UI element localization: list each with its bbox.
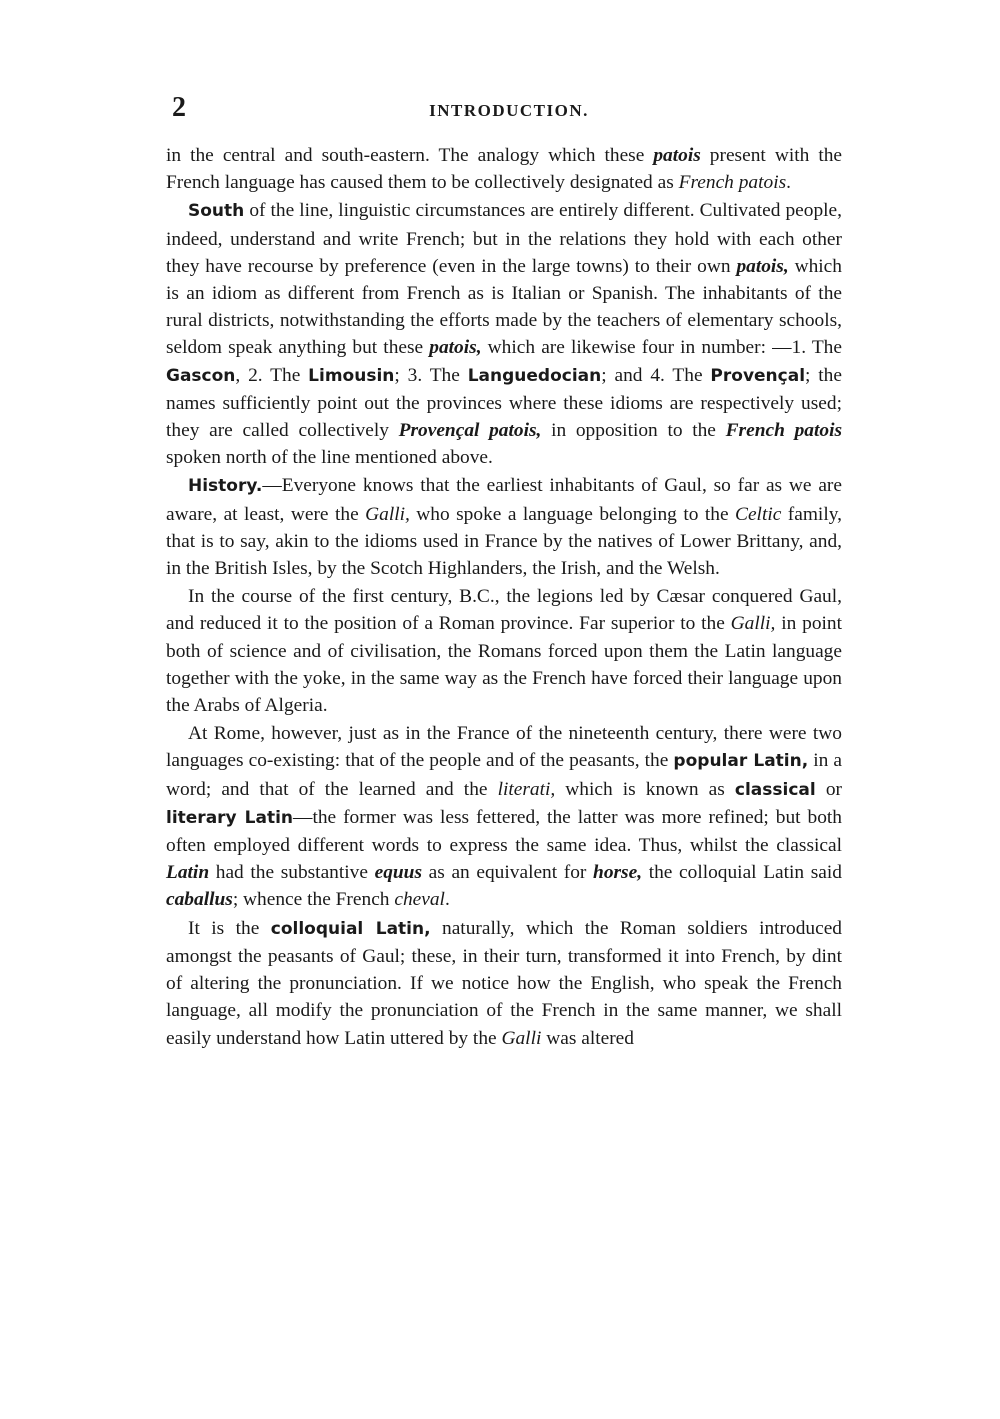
text-run: , the legions led by Cæsar conquered Gaul, and reduced it to the position of a Roman province. Far superior to the — [166, 586, 842, 635]
abbr-bc: B.C. — [459, 586, 495, 608]
text-run: present with the French language has caused them to be collectively designated as — [166, 145, 843, 194]
term-cheval: cheval — [394, 889, 445, 911]
text-run: —Everyone knows that the earliest inhabitants of Gaul, so far as we are aware, at least, were the — [166, 475, 842, 525]
term-provencal-patois: Provençal patois, — [398, 420, 542, 442]
term-galli: Galli, — [365, 503, 410, 525]
text-run: —the former was less fettered, the latter was more refined; but both often employed different words to express the same idea. Thus, whilst the classical — [166, 806, 842, 857]
text-run: of the line, linguistic circumstances are entirely different. Cultivated people, indeed, understand and write French; but in the relations they hold with each other they have recourse by preference (even in the large towns) to their own — [166, 200, 842, 277]
term-gascon: Gascon — [166, 365, 236, 386]
text-run: It is the — [188, 917, 271, 939]
text-run: or — [815, 778, 842, 800]
text-run: which are likewise four in number: —1. The — [481, 337, 842, 359]
body-text — [166, 142, 842, 1053]
text-run: , 2. The — [235, 364, 309, 386]
text-run: ; the names sufficiently point out the provinces where these idioms are respectively used; they are called collectively — [166, 364, 842, 442]
text-run: had the substantive — [209, 862, 375, 884]
term-patois: patois, — [736, 255, 789, 277]
term-galli: Galli — [501, 1027, 542, 1049]
paragraph-5 — [166, 720, 842, 913]
page-number: 2 — [172, 92, 186, 123]
term-limousin: Limousin — [308, 365, 395, 386]
term-latin: Latin — [166, 862, 210, 884]
text-run: ; 3. The — [394, 364, 468, 386]
paragraph-4 — [166, 583, 842, 719]
text-run: in point both of science and of civilisation, the Romans forced upon them the Latin language together with the yoke, in the same way as the French have forced their language upon the Arabs of Algeria. — [166, 613, 842, 717]
term-languedocian: Languedocian — [467, 365, 602, 386]
text-run: the colloquial Latin said — [642, 862, 842, 884]
text-run: in the central and south-eastern. The analogy which these — [166, 145, 654, 166]
text-run: spoken north of the line mentioned above. — [166, 447, 493, 469]
text-run: who spoke a language belonging to the — [409, 503, 736, 525]
paragraph-2 — [166, 197, 842, 471]
section-heading-history: History. — [188, 476, 263, 497]
text-run: . — [786, 172, 791, 194]
term-french-patois: French patois — [725, 420, 842, 442]
text-run: as an equivalent for — [422, 862, 594, 884]
text-run: . — [444, 889, 450, 911]
text-run: in a word; and that of the learned and the — [166, 750, 842, 800]
term-celtic: Celtic — [735, 503, 782, 525]
text-run: which is an idiom as different from French as is Italian or Spanish. The inhabitants of the rural districts, notwithstanding the efforts made by the teachers of elementary schools, seldom speak anything but these — [166, 255, 842, 359]
paragraph-3 — [166, 472, 842, 582]
running-head: INTRODUCTION. — [429, 101, 589, 120]
term-classical: classical — [734, 779, 816, 800]
text-run: family, that is to say, akin to the idioms used in France by the natives of Lower Brittany, and, in the British Isles, by the Scotch Highlanders, the Irish, and the Welsh. — [166, 503, 842, 580]
paragraph-1 — [166, 142, 842, 196]
text-run: naturally, which the Roman soldiers introduced amongst the peasants of Gaul; these, in their turn, transformed it into French, by dint of altering the pronunciation. If we notice how the English, who speak the French language, all modify the pronunciation of the French in the same manner, we shall easily understand how Latin uttered by the — [166, 917, 842, 1049]
term-patois: patois — [653, 145, 701, 166]
term-provencal: Provençal — [710, 365, 806, 386]
term-literary-latin: literary Latin — [166, 807, 294, 828]
term-popular-latin: popular Latin, — [673, 751, 809, 772]
text-run: in opposition to the — [541, 420, 726, 442]
term-south: South — [188, 201, 245, 222]
text-run: ; whence the French — [232, 889, 395, 911]
paragraph-6 — [166, 915, 842, 1052]
term-galli: Galli, — [730, 613, 776, 635]
term-equus: equus — [374, 862, 423, 884]
text-run: which is known as — [555, 778, 735, 800]
term-horse: horse, — [593, 862, 643, 884]
text-run: At Rome, however, just as in the France of the nineteenth century, there were two languages co-existing: that of the people and of the peasants, the — [166, 723, 842, 772]
term-literati: literati, — [497, 778, 556, 800]
term-caballus: caballus — [166, 889, 233, 911]
term-colloquial-latin: colloquial Latin, — [270, 918, 431, 939]
text-run: ; and 4. The — [601, 364, 711, 386]
text-run: In the course of the first century, — [188, 586, 460, 608]
text-run: was altered — [541, 1027, 634, 1049]
term-patois: patois, — [429, 337, 482, 359]
term-french-patois: French patois — [678, 172, 787, 194]
